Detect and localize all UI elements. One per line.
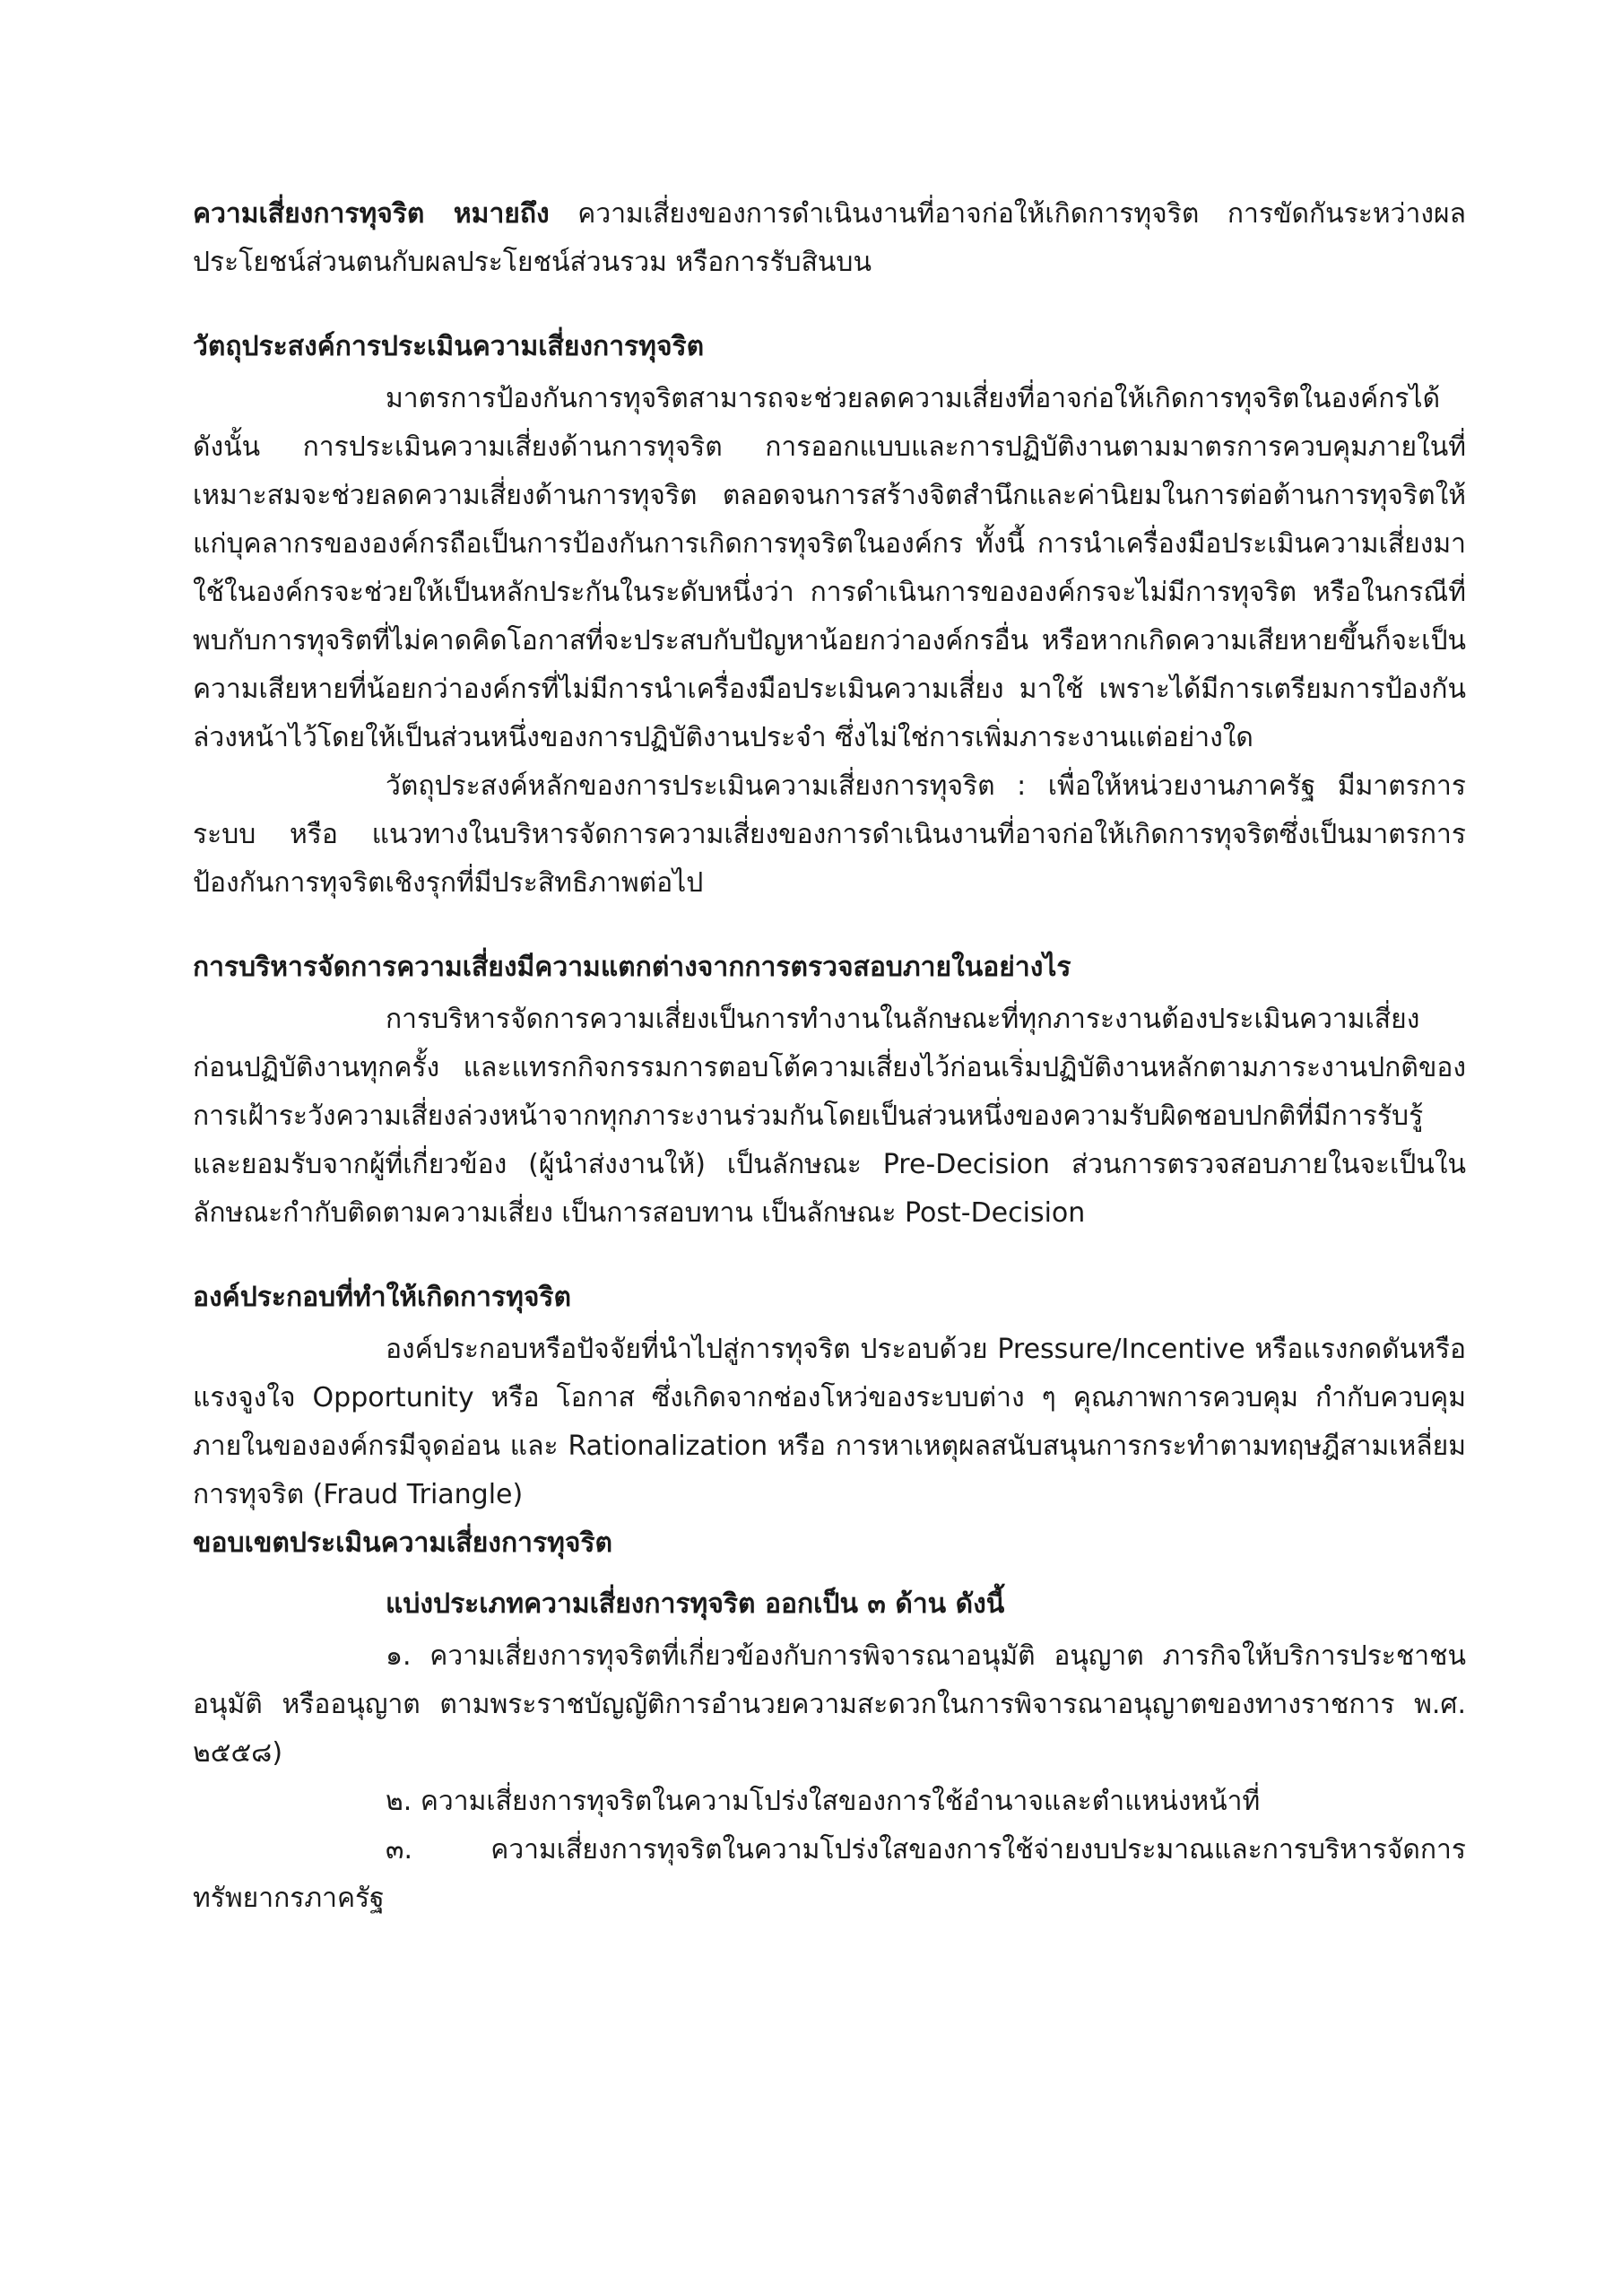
definition-text: ความเสี่ยงของการดำเนินงานที่อาจก่อให้เกิดการทุจริต การขัดกันระหว่างผลประโยชน์ส่วนตนกับผลประโยชน์ส่วนรวม หรือการรับสินบน	[193, 198, 1466, 278]
scope-item-3: ๓. ความเสี่ยงการทุจริตในความโปร่งใสของการใช้จ่ายงบประมาณและการบริหารจัดการทรัพยากรภาครัฐ	[193, 1834, 1466, 1914]
objective-paragraph-2: วัตถุประสงค์หลักของการประเมินความเสี่ยงการทุจริต : เพื่อให้หน่วยงานภาครัฐ มีมาตรการ ระบบ หรือ แนวทางในบริหารจัดการความเสี่ยงของการดำเนินงานที่อาจก่อให้เกิดการทุจริตซึ่งเป็นมาตรการป้องกันการทุจริตเชิงรุกที่มีประสิทธิภาพต่อไป	[193, 770, 1466, 899]
objective-paragraph-1: มาตรการป้องกันการทุจริตสามารถจะช่วยลดความเสี่ยงที่อาจก่อให้เกิดการทุจริตในองค์กรได้ ดังนั้น การประเมินความเสี่ยงด้านการทุจริต การออกแบบและการปฏิบัติงานตามมาตรการควบคุมภายในที่เหมาะสมจะช่วยลดความเสี่ยงด้านการทุจริต ตลอดจนการสร้างจิตสำนึกและค่านิยมในการต่อต้านการทุจริตให้แก่บุคลากรขององค์กรถือเป็นการป้องกันการเกิดการทุจริตในองค์กร ทั้งนี้ การนำเครื่องมือประเมินความเสี่ยงมาใช้ในองค์กรจะช่วยให้เป็นหลักประกันในระดับหนึ่งว่า การดำเนินการขององค์กรจะไม่มีการทุจริต หรือในกรณีที่พบกับการทุจริตที่ไม่คาดคิดโอกาสที่จะประสบกับปัญหาน้อยกว่าองค์กรอื่น หรือหากเกิดความเสียหายขึ้นก็จะเป็นความเสียหายที่น้อยกว่าองค์กรที่ไม่มีการนำเครื่องมือประเมินความเสี่ยง มาใช้ เพราะได้มีการเตรียมการป้องกันล่วงหน้าไว้โดยให้เป็นส่วนหนึ่งของการปฏิบัติงานประจำ ซึ่งไม่ใช่การเพิ่มภาระงานแต่อย่างใด	[193, 383, 1466, 753]
difference-heading: การบริหารจัดการความเสี่ยงมีความแตกต่างจากการตรวจสอบภายในอย่างไร	[193, 952, 1071, 983]
scope-heading: ขอบเขตประเมินความเสี่ยงการทุจริต	[193, 1527, 613, 1559]
difference-paragraph: การบริหารจัดการความเสี่ยงเป็นการทำงานในลักษณะที่ทุกภาระงานต้องประเมินความเสี่ยงก่อนปฏิบัติงานทุกครั้ง และแทรกกิจกรรมการตอบโต้ความเสี่ยงไว้ก่อนเริ่มปฏิบัติงานหลักตามภาระงานปกติของการเฝ้าระวังความเสี่ยงล่วงหน้าจากทุกภาระงานร่วมกันโดยเป็นส่วนหนึ่งของความรับผิดชอบปกติที่มีการรับรู้และยอมรับจากผู้ที่เกี่ยวข้อง (ผู้นำส่งงานให้) เป็นลักษณะ Pre-Decision ส่วนการตรวจสอบภายในจะเป็นในลักษณะกำกับติดตามความเสี่ยง เป็นการสอบทาน เป็นลักษณะ Post-Decision	[193, 1004, 1466, 1229]
definition-paragraph	[193, 190, 1466, 287]
scope-item-2: ๒. ความเสี่ยงการทุจริตในความโปร่งใสของการใช้อำนาจและตำแหน่งหน้าที่	[386, 1786, 1261, 1817]
scope-item-1: ๑. ความเสี่ยงการทุจริตที่เกี่ยวข้องกับการพิจารณาอนุมัติ อนุญาต ภารกิจให้บริการประชาชน อนุมัติ หรืออนุญาต ตามพระราชบัญญัติการอำนวยความสะดวกในการพิจารณาอนุญาตของทางราชการ พ.ศ. ๒๕๕๘)	[193, 1640, 1466, 1769]
scope-subheading: แบ่งประเภทความเสี่ยงการทุจริต ออกเป็น ๓ ด้าน ดังนี้	[386, 1588, 1005, 1620]
definition-term: ความเสี่ยงการทุจริต หมายถึง	[193, 198, 550, 230]
objective-heading: วัตถุประสงค์การประเมินความเสี่ยงการทุจริต	[193, 331, 705, 362]
elements-paragraph: องค์ประกอบหรือปัจจัยที่นำไปสู่การทุจริต ประอบด้วย Pressure/Incentive หรือแรงกดดันหรือแรงจูงใจ Opportunity หรือ โอกาส ซึ่งเกิดจากช่องโหว่ของระบบต่าง ๆ คุณภาพการควบคุม กำกับควบคุมภายในขององค์กรมีจุดอ่อน และ Rationalization หรือ การหาเหตุผลสนับสนุนการกระทำตามทฤษฎีสามเหลี่ยมการทุจริต (Fraud Triangle)	[193, 1334, 1466, 1510]
document-page	[193, 190, 1466, 1923]
elements-heading: องค์ประกอบที่ทำให้เกิดการทุจริต	[193, 1282, 572, 1313]
